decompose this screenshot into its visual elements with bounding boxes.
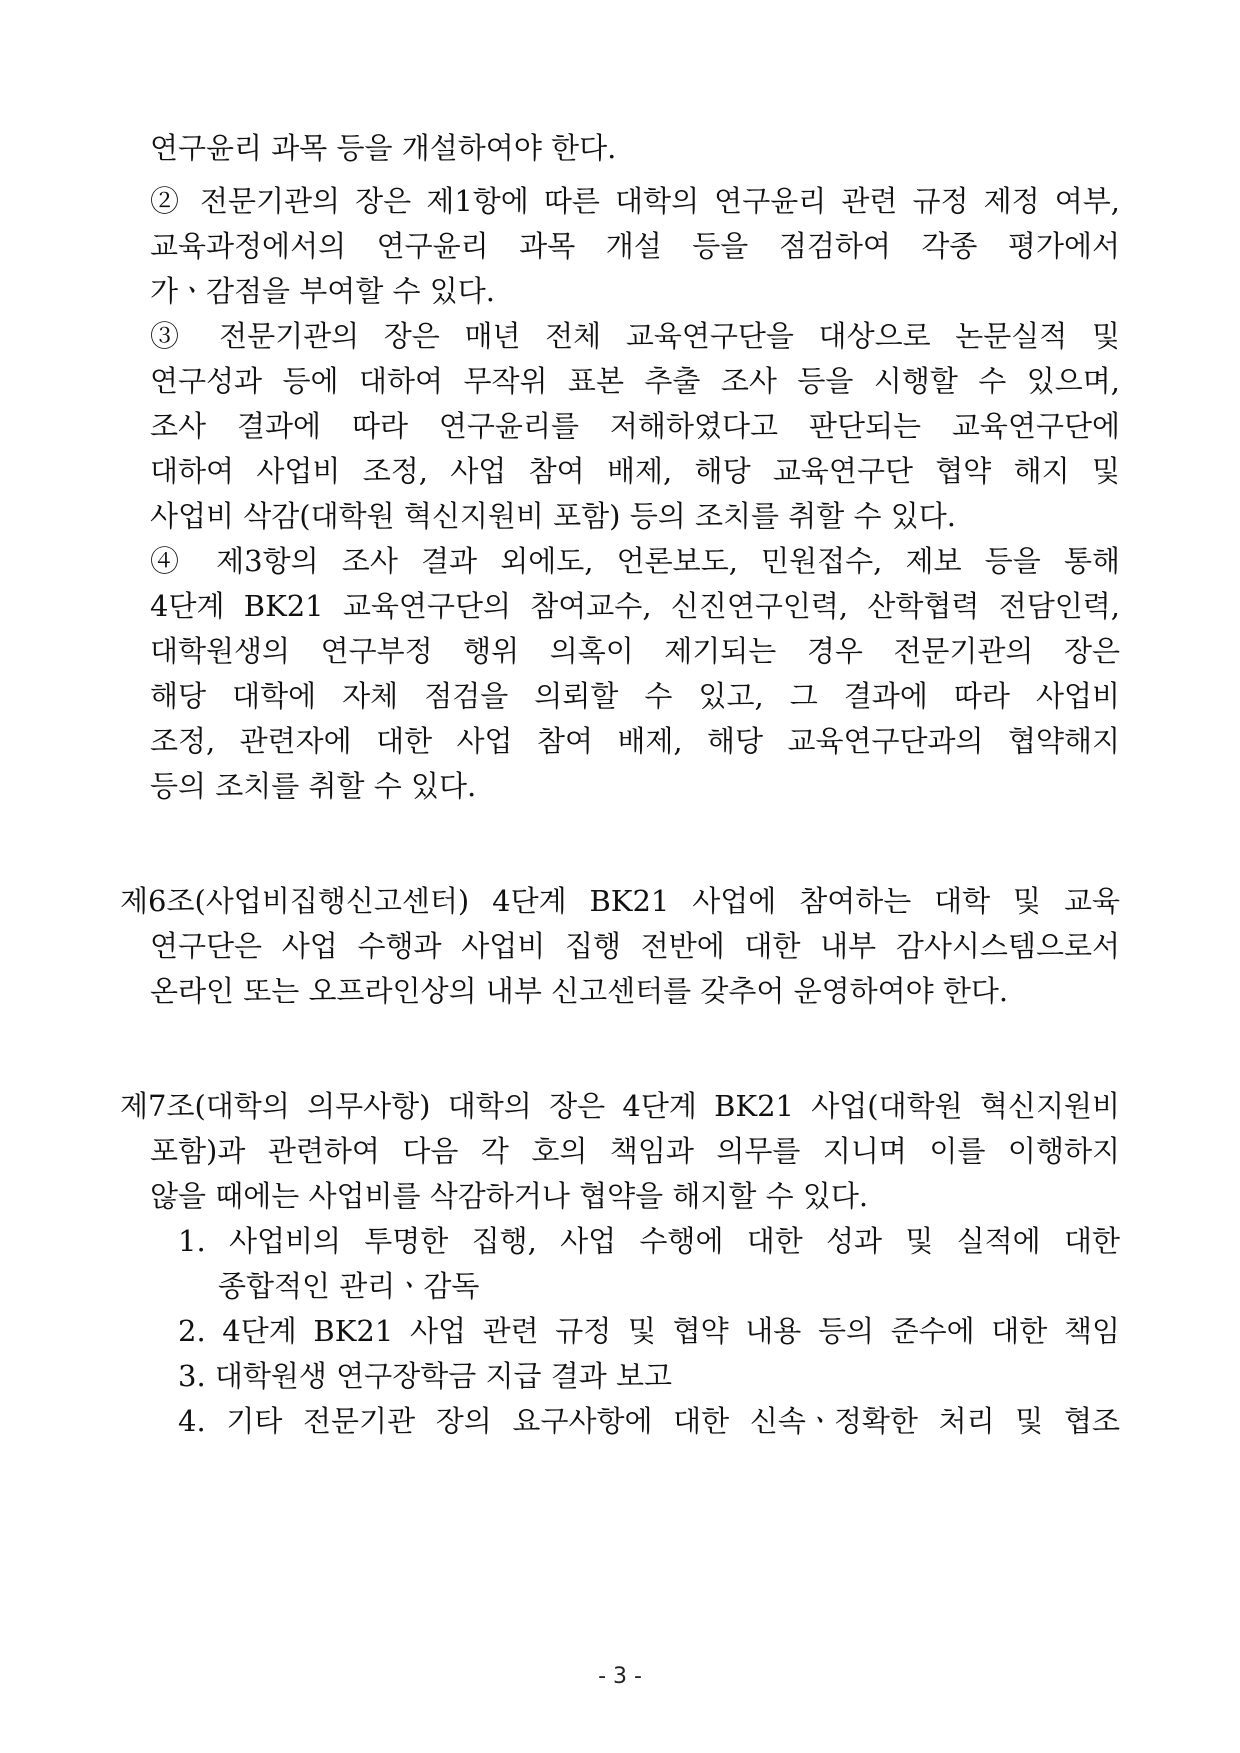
paragraph-line: 교육과정에서의 연구윤리 과목 개설 등을 점검하여 각종 평가에서 <box>150 229 1120 263</box>
article-6-line: 연구단은 사업 수행과 사업비 집행 전반에 대한 내부 감사시스템으로서 <box>150 929 1120 963</box>
page-number: - 3 - <box>598 1664 642 1689</box>
list-item-1: 1. 사업비의 투명한 집행, 사업 수행에 대한 성과 및 실적에 대한 <box>178 1224 1120 1258</box>
list-item-1-continuation: 종합적인 관리ㆍ감독 <box>218 1269 480 1303</box>
article-6-heading-line: 제6조(사업비집행신고센터) 4단계 BK21 사업에 참여하는 대학 및 교육 <box>120 884 1120 918</box>
article-7-heading-line: 제7조(대학의 의무사항) 대학의 장은 4단계 BK21 사업(대학원 혁신지원비 <box>120 1089 1120 1123</box>
paragraph-line: 연구윤리 과목 등을 개설하여야 한다. <box>150 131 617 165</box>
paragraph-line: 사업비 삭감(대학원 혁신지원비 포함) 등의 조치를 취할 수 있다. <box>150 499 956 533</box>
paragraph-line: 해당 대학에 자체 점검을 의뢰할 수 있고, 그 결과에 따라 사업비 <box>150 679 1120 713</box>
paragraph-line: 대학원생의 연구부정 행위 의혹이 제기되는 경우 전문기관의 장은 <box>150 634 1120 668</box>
paragraph-line: ④ 제3항의 조사 결과 외에도, 언론보도, 민원접수, 제보 등을 통해 <box>150 544 1120 578</box>
article-7-line: 포함)과 관련하여 다음 각 호의 책임과 의무를 지니며 이를 이행하지 <box>150 1134 1120 1168</box>
paragraph-line: 4단계 BK21 교육연구단의 참여교수, 신진연구인력, 산학협력 전담인력, <box>150 589 1120 623</box>
paragraph-line: 조정, 관련자에 대한 사업 참여 배제, 해당 교육연구단과의 협약해지 <box>150 724 1120 758</box>
paragraph-line: 가ㆍ감점을 부여할 수 있다. <box>150 274 496 308</box>
list-item-2: 2. 4단계 BK21 사업 관련 규정 및 협약 내용 등의 준수에 대한 책임 <box>178 1314 1120 1348</box>
paragraph-line: ③ 전문기관의 장은 매년 전체 교육연구단을 대상으로 논문실적 및 <box>150 319 1120 353</box>
paragraph-line: 등의 조치를 취할 수 있다. <box>150 769 477 803</box>
paragraph-line: 연구성과 등에 대하여 무작위 표본 추출 조사 등을 시행할 수 있으며, <box>150 364 1120 398</box>
paragraph-line: 대하여 사업비 조정, 사업 참여 배제, 해당 교육연구단 협약 해지 및 <box>150 454 1120 488</box>
paragraph-line: 조사 결과에 따라 연구윤리를 저해하였다고 판단되는 교육연구단에 <box>150 409 1120 443</box>
list-item-3: 3. 대학원생 연구장학금 지급 결과 보고 <box>178 1359 672 1393</box>
paragraph-line: ② 전문기관의 장은 제1항에 따른 대학의 연구윤리 관련 규정 제정 여부, <box>150 184 1120 218</box>
article-7-line: 않을 때에는 사업비를 삭감하거나 협약을 해지할 수 있다. <box>150 1179 869 1213</box>
list-item-4: 4. 기타 전문기관 장의 요구사항에 대한 신속ㆍ정확한 처리 및 협조 <box>178 1404 1120 1438</box>
article-6-line: 온라인 또는 오프라인상의 내부 신고센터를 갖추어 운영하여야 한다. <box>150 974 1009 1008</box>
